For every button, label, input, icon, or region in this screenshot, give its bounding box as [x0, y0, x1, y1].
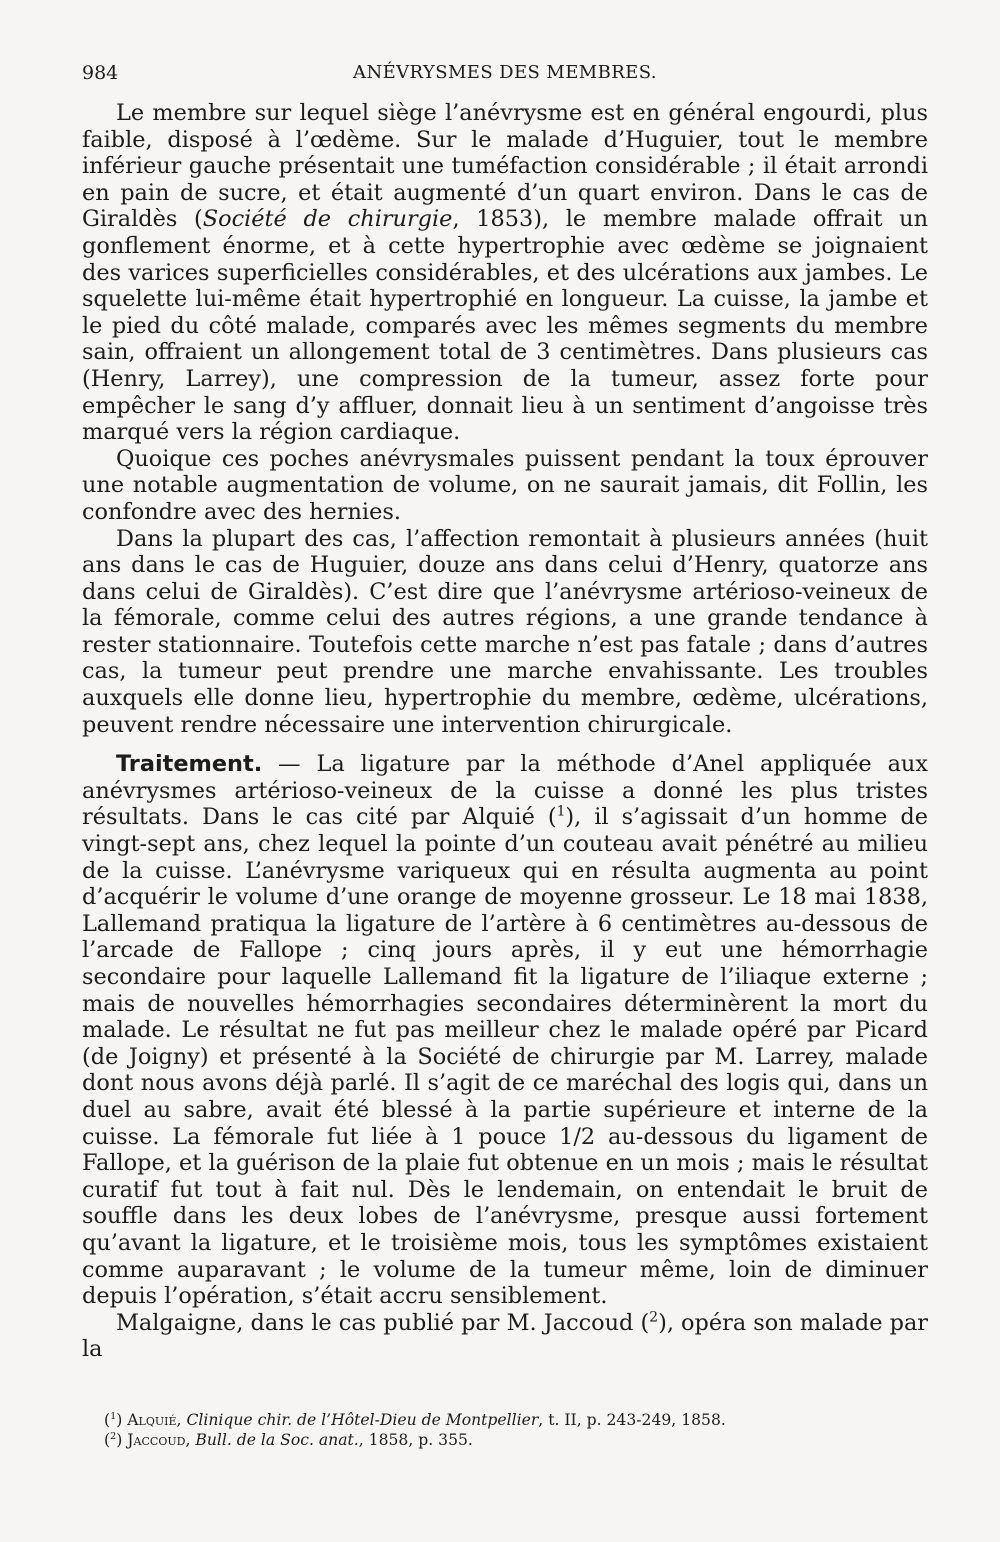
footnote-details: , t. II, p. 243-249, 1858. — [538, 1411, 726, 1429]
footnote-ref[interactable]: 1 — [556, 803, 566, 820]
footnote-marker: 2 — [110, 1430, 117, 1442]
section-heading: Traitement. — [116, 751, 263, 778]
footnote-author: Alquié — [127, 1411, 177, 1429]
footnote-marker: 1 — [110, 1410, 117, 1422]
paragraph-text: Quoique ces poches anévrysmales puissent pendant la toux éprouver une notable augmentation de volume, on ne saurait jamais, dit Follin, les confondre avec des hernies. — [82, 445, 928, 525]
paragraph-hernia — [82, 446, 928, 526]
section-gap — [82, 738, 928, 751]
paragraph-text: ), opéra son malade par la — [82, 1309, 928, 1363]
italic-reference: Société de chirurgie — [202, 206, 453, 233]
paragraph-text: — La ligature par la méthode d’Anel appliquée aux anévrysmes artérioso-veineux de la cuisse a donné les plus tristes résultats. Dans le cas cité par Alquié ( — [82, 751, 928, 831]
body-text — [82, 100, 928, 1363]
paragraph-text: Dans la plupart des cas, l’affection remontait à plusieurs années (huit ans dans le cas de Huguier, douze ans dans celui d’Henry, quatorze ans dans celui de Giraldès). C’est dire que l’anévrysme artérioso-veineux de la fémorale, comme celui des autres régions, a une grande tendance à rester stationnaire. Toutefois cette marche n’est pas fatale ; dans d’autres cas, la tumeur peut prendre une marche envahissante. Les troubles auxquels elle donne lieu, hypertrophie du membre, œdème, ulcérations, peuvent rendre nécessaire une intervention chirurgicale. — [82, 525, 928, 738]
paragraph-evolution — [82, 526, 928, 739]
footnote: ($^1$) Alquié, Clinique chir. de l’Hôtel-Dieu de Montpellier, t. II, p. 243-249, 1858. — [104, 1410, 726, 1429]
paragraph-symptoms — [82, 100, 928, 446]
page-number: 984 — [82, 62, 119, 84]
footnote-title: Bull. de la Soc. anat. — [195, 1431, 359, 1449]
page-header — [82, 62, 928, 92]
paragraph-traitement — [82, 751, 928, 1309]
paragraph-text: , 1853), le membre malade offrait un gonflement énorme, et à cette hypertrophie avec œdème se joignaient des varices superficielles considérables, et des ulcérations aux jambes. Le squelette lui-même était hypertrophié en longueur. La cuisse, la jambe et le pied du côté malade, comparés avec les mêmes segments du membre sain, offraient un allongement total de 3 centimètres. Dans plusieurs cas (Henry, Larrey), une compression de la tumeur, assez forte pour empêcher le sang d’y affluer, donnait lieu à un sentiment d’angoisse très marqué vers la région cardiaque. — [82, 206, 928, 446]
footnote-title: Clinique chir. de l’Hôtel-Dieu de Montpellier — [186, 1411, 539, 1429]
footnote-author: Jaccoud — [127, 1431, 186, 1449]
paragraph-text: Malgaigne, dans le cas publié par M. Jaccoud ( — [116, 1309, 650, 1336]
footnotes — [104, 1410, 928, 1450]
footnote-ref[interactable]: 2 — [649, 1309, 659, 1326]
running-head: ANÉVRYSMES DES MEMBRES. — [353, 62, 657, 83]
paragraph-text: ), il s’agissait d’un homme de vingt-sept ans, chez lequel la pointe d’un couteau avait pénétré au milieu de la cuisse. L’anévrysme variqueux qui en résulta augmenta au point d’acquérir le volume d’une orange de moyenne grosseur. Le 18 mai 1838, Lallemand pratiqua la ligature de l’artère à 6 centimètres au-dessous de l’arcade de Fallope ; cinq jours après, il y eut une hémorrhagie secondaire pour laquelle Lallemand fit la ligature de l’iliaque externe ; mais de nouvelles hémorrhagies secondaires déterminèrent la mort du malade. Le résultat ne fut pas meilleur chez le malade opéré par Picard (de Joigny) et présenté à la Société de chirurgie par M. Larrey, malade dont nous avons déjà parlé. Il s’agit de ce maréchal des logis qui, dans un duel au sabre, avait été blessé à la partie supérieure et interne de la cuisse. La fémorale fut liée à 1 pouce 1/2 au-dessous du ligament de Fallope, et la guérison de la plaie fut obtenue en un mois ; mais le résultat curatif fut tout à fait nul. Dès le lendemain, on entendait le bruit de souffle dans les deux lobes de l’anévrysme, presque aussi fortement qu’avant la ligature, et le troisième mois, tous les symptômes existaient comme auparavant ; le volume de la tumeur même, loin de diminuer depuis l’opération, s’était accru sensiblement. — [82, 804, 928, 1310]
paragraph-malgaigne — [82, 1310, 928, 1363]
footnote: ($^2$) Jaccoud, Bull. de la Soc. anat., 1858, p. 355. — [104, 1430, 473, 1449]
paragraph-text: Le membre sur lequel siège l’anévrysme est en général engourdi, plus faible, disposé à l’œdème. Sur le malade d’Huguier, tout le membre inférieur gauche présentait une tuméfaction considérable ; il était arrondi en pain de sucre, et était augmenté d’un quart environ. Dans le cas de Giraldès ( — [82, 100, 928, 233]
footnote-details: , 1858, p. 355. — [358, 1431, 473, 1449]
